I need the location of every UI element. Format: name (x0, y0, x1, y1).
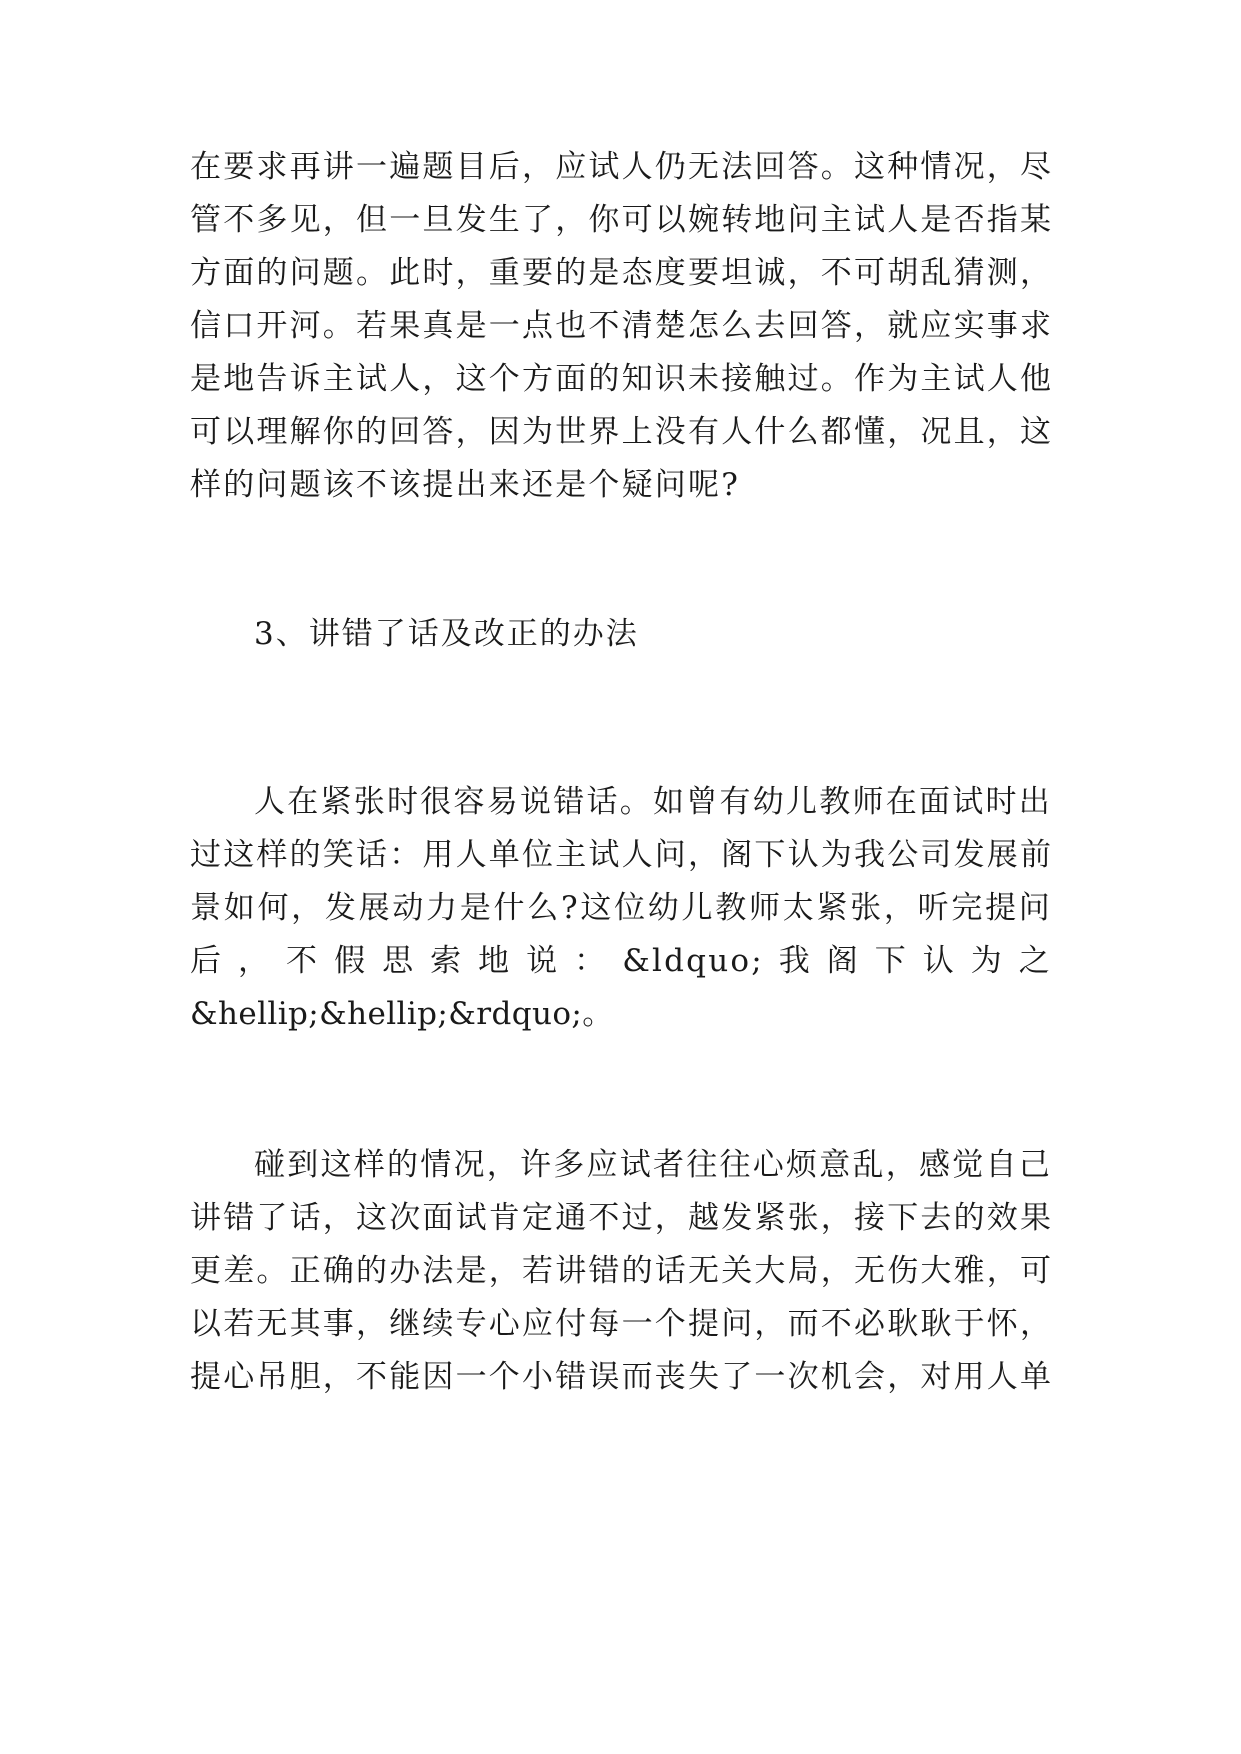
paragraph-2-line-2: 过这样的笑话：用人单位主试人问，阁下认为我公司发展前 (190, 837, 1054, 873)
paragraph-2-line-4: 后，不假思索地说：&ldquo;我阁下认为之 (190, 943, 1052, 979)
paragraph-1-line-4: 信口开河。若果真是一点也不清楚怎么去回答，就应实事求 (190, 308, 1054, 344)
paragraph-1-line-7: 样的问题该不该提出来还是个疑问呢? (190, 467, 741, 503)
paragraph-1-line-1: 在要求再讲一遍题目后，应试人仍无法回答。这种情况，尽 (190, 149, 1054, 185)
paragraph-1-line-3: 方面的问题。此时，重要的是态度要坦诚，不可胡乱猜测， (190, 255, 1054, 291)
paragraph-2-line-5: &hellip;&hellip;&rdquo;。 (190, 996, 614, 1032)
paragraph-2-line-1: 人在紧张时很容易说错话。如曾有幼儿教师在面试时出 (254, 784, 1052, 820)
paragraph-3-line-4: 以若无其事，继续专心应付每一个提问，而不必耿耿于怀， (190, 1306, 1054, 1342)
section-heading-3: 3、讲错了话及改正的办法 (254, 616, 639, 652)
paragraph-3-line-3: 更差。正确的办法是，若讲错的话无关大局，无伤大雅，可 (190, 1253, 1054, 1289)
paragraph-1-line-6: 可以理解你的回答，因为世界上没有人什么都懂，况且，这 (190, 414, 1054, 450)
paragraph-1-line-5: 是地告诉主试人，这个方面的知识未接触过。作为主试人他 (190, 361, 1054, 397)
paragraph-1-line-2: 管不多见，但一旦发生了，你可以婉转地问主试人是否指某 (190, 202, 1054, 238)
paragraph-3-line-2: 讲错了话，这次面试肯定通不过，越发紧张，接下去的效果 (190, 1200, 1054, 1236)
paragraph-3-line-5: 提心吊胆，不能因一个小错误而丧失了一次机会，对用人单 (190, 1359, 1054, 1395)
paragraph-3-line-1: 碰到这样的情况，许多应试者往往心烦意乱，感觉自己 (254, 1147, 1052, 1183)
paragraph-2-line-3: 景如何，发展动力是什么?这位幼儿教师太紧张，听完提问 (190, 890, 1052, 926)
